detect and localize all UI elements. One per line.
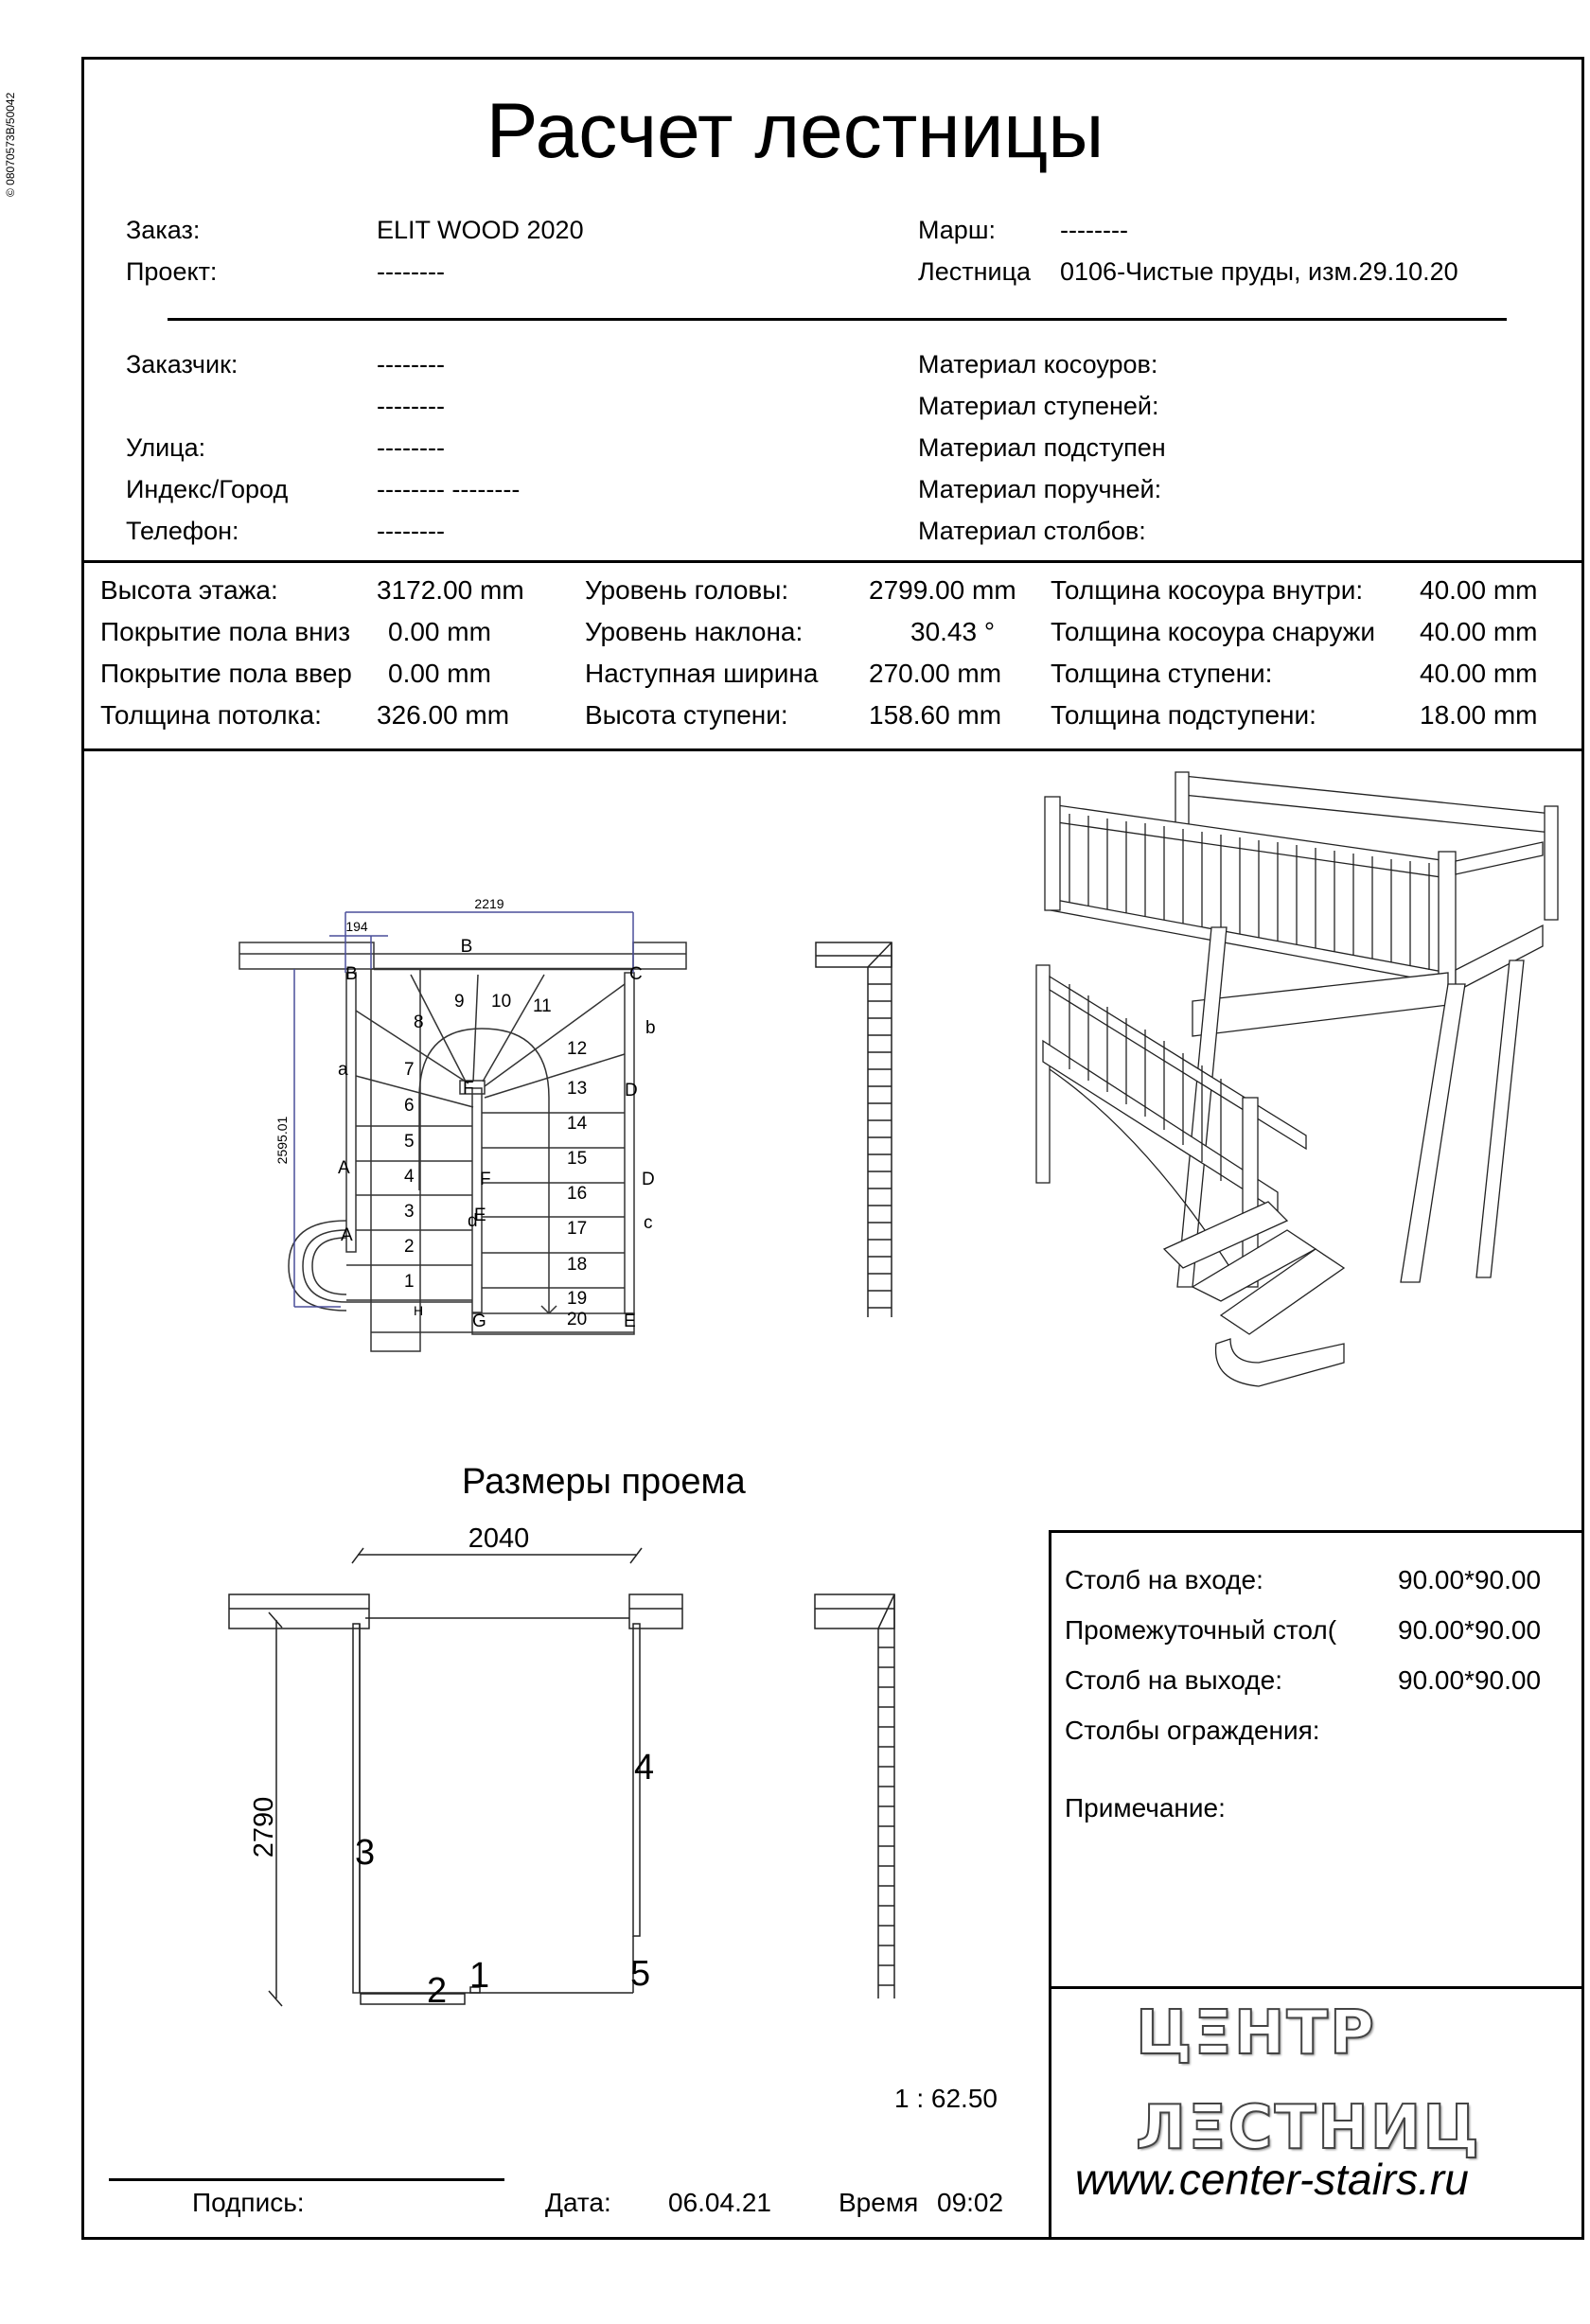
plan-height-dim: 2595.01: [274, 1116, 290, 1165]
param-label: Покрытие пола вниз: [100, 617, 351, 646]
customer-value-2: --------: [377, 392, 445, 420]
param-label: Толщина потолка:: [100, 700, 322, 730]
param-value: 30.43 °: [910, 617, 996, 646]
param-value: 40.00 mm: [1420, 659, 1538, 688]
phone-label: Телефон:: [126, 517, 239, 545]
param-value: 3172.00 mm: [377, 575, 524, 605]
param-label: Толщина подступени:: [1051, 700, 1316, 730]
opening-label: 4: [634, 1748, 655, 1787]
post-railing-label: Столбы ограждения:: [1065, 1716, 1320, 1745]
opening-label: 2: [427, 1971, 448, 2011]
param-label: Высота ступени:: [585, 700, 788, 730]
customer-value: --------: [377, 350, 445, 379]
opening-label: 5: [630, 1954, 651, 1994]
param-label: Толщина косоура внутри:: [1051, 575, 1364, 605]
step-number: 15: [567, 1149, 588, 1169]
street-value: --------: [377, 433, 445, 462]
company-logo-line1: ЦΞНТР: [1136, 1998, 1376, 2069]
point-label: F: [463, 1079, 474, 1099]
param-value: 0.00 mm: [388, 617, 491, 646]
step-number: 18: [567, 1255, 588, 1275]
step-number: 12: [567, 1039, 588, 1059]
date-value: 06.04.21: [668, 2188, 771, 2217]
post-entry-label: Столб на входе:: [1065, 1565, 1263, 1594]
param-value: 2799.00 mm: [869, 575, 1016, 605]
post-mid-label: Промежуточный стол(: [1065, 1615, 1337, 1645]
time-label: Время: [839, 2188, 919, 2217]
param-value: 18.00 mm: [1420, 700, 1538, 730]
point-label: d: [468, 1211, 478, 1231]
order-label: Заказ:: [126, 216, 201, 244]
material-handrails: Материал поручней:: [918, 475, 1162, 503]
project-label: Проект:: [126, 257, 218, 286]
order-value: ELIT WOOD 2020: [377, 216, 584, 244]
opening-title: Размеры проема: [462, 1462, 746, 1502]
step-number: 4: [404, 1167, 415, 1187]
material-risers: Материал подступен: [918, 433, 1166, 462]
phone-value: --------: [377, 517, 445, 545]
customer-label: Заказчик:: [126, 350, 238, 379]
param-value: 326.00 mm: [377, 700, 510, 730]
step-number: 5: [404, 1132, 415, 1152]
point-label: G: [472, 1312, 486, 1331]
step-number: 13: [567, 1079, 588, 1099]
plan-offset-dim: 194: [345, 919, 368, 934]
material-stringers: Материал косоуров:: [918, 350, 1158, 379]
point-label: D: [625, 1081, 638, 1100]
param-value: 0.00 mm: [388, 659, 491, 688]
step-number: 19: [567, 1289, 588, 1309]
point-label: a: [338, 1060, 348, 1080]
param-value: 158.60 mm: [869, 700, 1002, 730]
city-label: Индекс/Город: [126, 475, 289, 503]
post-entry-value: 90.00*90.00: [1398, 1565, 1542, 1594]
param-label: Наступная ширина: [585, 659, 819, 688]
point-label: B: [345, 964, 358, 984]
step-number: 16: [567, 1184, 588, 1204]
step-number: 1: [404, 1272, 415, 1292]
param-label: Уровень головы:: [585, 575, 789, 605]
point-label: A: [341, 1225, 353, 1245]
stair-label: Лестница: [918, 257, 1032, 286]
param-label: Толщина косоура снаружи: [1051, 617, 1375, 646]
step-number: 7: [404, 1060, 415, 1080]
city-value: -------- --------: [377, 475, 521, 503]
param-value: 40.00 mm: [1420, 617, 1538, 646]
step-number: 9: [454, 992, 465, 1012]
street-label: Улица:: [126, 433, 206, 462]
step-number: 3: [404, 1202, 415, 1222]
step-number: 14: [567, 1114, 588, 1134]
post-mid-value: 90.00*90.00: [1398, 1615, 1542, 1645]
point-label: C: [629, 964, 643, 984]
param-label: Толщина ступени:: [1051, 659, 1273, 688]
step-number: 2: [404, 1237, 415, 1257]
step-number: 10: [491, 992, 512, 1012]
point-label: E: [474, 1206, 486, 1225]
page-title: Расчет лестницы: [486, 88, 1104, 174]
material-posts: Материал столбов:: [918, 517, 1146, 545]
step-number: 6: [404, 1096, 415, 1116]
step-number: 20: [567, 1310, 588, 1329]
point-label: D: [642, 1170, 655, 1189]
march-label: Марш:: [918, 216, 996, 244]
opening-height-dim: 2790: [249, 1796, 279, 1858]
logo-divider: [1049, 1986, 1584, 1989]
watermark-text: © 08070573B/50042: [4, 92, 17, 197]
point-label: c: [644, 1213, 653, 1233]
opening-label: 3: [355, 1833, 376, 1873]
step-number: 8: [414, 1012, 424, 1032]
material-steps: Материал ступеней:: [918, 392, 1159, 420]
step-number: 17: [567, 1219, 588, 1239]
point-label: b: [645, 1018, 656, 1038]
step-number: 11: [533, 996, 552, 1016]
param-label: Высота этажа:: [100, 575, 278, 605]
post-exit-label: Столб на выходе:: [1065, 1665, 1282, 1695]
company-logo-line2: ЛΞСТНИЦ: [1136, 2093, 1481, 2163]
drawing-scale: 1 : 62.50: [894, 2084, 998, 2113]
march-value: --------: [1060, 216, 1128, 244]
stair-value: 0106-Чистые пруды, изм.29.10.20: [1060, 257, 1458, 286]
time-value: 09:02: [937, 2188, 1004, 2217]
signature-line: [109, 2178, 504, 2181]
date-label: Дата:: [545, 2188, 611, 2217]
opening-label: 1: [469, 1956, 490, 1996]
signature-label: Подпись:: [192, 2188, 305, 2217]
point-label: E: [624, 1312, 636, 1331]
point-label: F: [480, 1170, 491, 1189]
note-label: Примечание:: [1065, 1793, 1226, 1822]
param-label: Покрытие пола ввер: [100, 659, 352, 688]
plan-width-dim: 2219: [474, 896, 504, 911]
point-label: A: [338, 1158, 350, 1178]
param-value: 40.00 mm: [1420, 575, 1538, 605]
post-exit-value: 90.00*90.00: [1398, 1665, 1542, 1695]
opening-width-dim: 2040: [468, 1523, 530, 1554]
param-value: 270.00 mm: [869, 659, 1002, 688]
point-label: H: [414, 1303, 424, 1318]
plan-label: B: [460, 937, 473, 957]
project-value: --------: [377, 257, 445, 286]
param-label: Уровень наклона:: [585, 617, 804, 646]
company-url[interactable]: www.center-stairs.ru: [1075, 2155, 1469, 2204]
